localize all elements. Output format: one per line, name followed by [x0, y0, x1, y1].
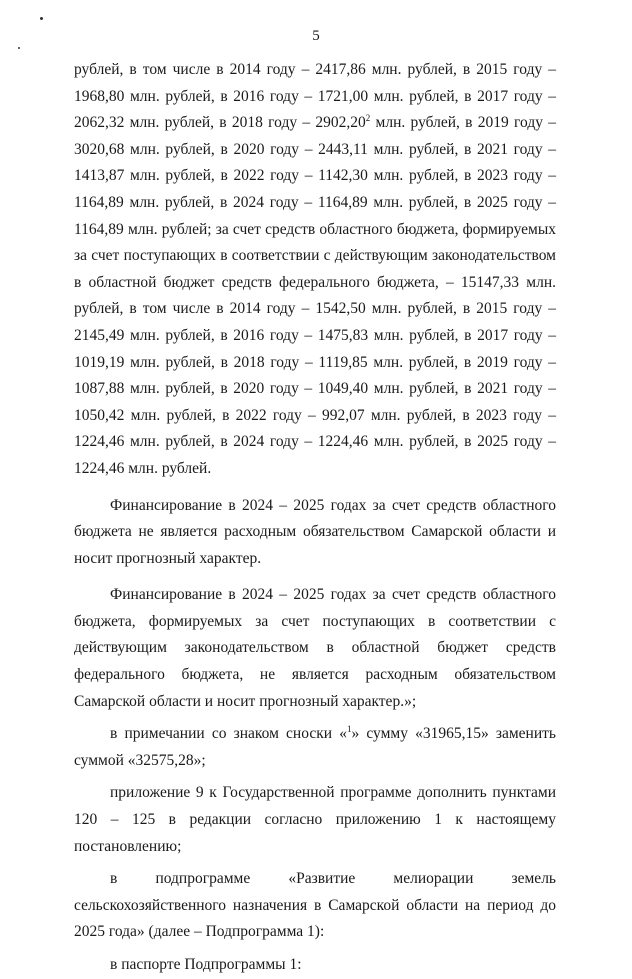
page-number: 5 [312, 28, 320, 44]
paragraph-subprogram: в подпрограмме «Развитие мелиорации земель сельскохозяйственного назначения в Самарской области на период до 2025 года» (далее – Подпрограмма 1): [74, 870, 556, 941]
paragraph-forecast-federal: Финансирование в 2024 – 2025 годах за счет средств областного бюджета, формируемых за счет поступающих в соответствии с действующим законодательством в областной бюджет средств федерального бюджета, не является расходным обязательством Самарской области и носит прогнозный характер.»; [74, 586, 556, 710]
paragraph-passport: в паспорте Подпрограммы 1: [110, 956, 302, 973]
paragraph-funding-details [74, 57, 556, 483]
paragraph-text: млн. рублей, в 2019 году – 3020,68 млн. рублей, в 2020 году – 2443,11 млн. рублей, в 2021 году – 1413,87 млн. рублей, в 2022 году – 1142,30 млн. рублей, в 2023 году – 1164,89 млн. рублей, в 2024 году – 1164,89 млн. рублей, в 2025 году – 1164,89 млн. рублей; за счет средств областного бюджета, формируемых за счет поступающих в соответствии с действующим законодательством в областной бюджет средств федерального бюджета, – 15147,33 млн. рублей, в том числе в 2014 году – 1542,50 млн. рублей, в 2015 году – 2145,49 млн. рублей, в 2016 году – 1475,83 млн. рублей, в 2017 году – 1019,19 млн. рублей, в 2018 году – 1119,85 млн. рублей, в 2019 году – 1087,88 млн. рублей, в 2020 году – 1049,40 млн. рублей, в 2021 году – 1050,42 млн. рублей, в 2022 году – 992,07 млн. рублей, в 2023 году – 1224,46 млн. рублей, в 2024 году – 1224,46 млн. рублей, в 2025 году – 1224,46 млн. рублей. [74, 114, 556, 477]
scan-speck [18, 47, 20, 49]
document-body [74, 57, 556, 979]
footnote-marker: 1 [346, 724, 352, 735]
scan-speck [40, 17, 43, 20]
paragraph-text: рублей, в том числе в 2014 году – 2417,86 млн. рублей, в 2015 году – 1968,80 млн. рублей, в 2016 году – 1721,00 млн. рублей, в 2017 году – 2062,32 млн. рублей, в 2018 году – 2902,20 [74, 61, 556, 132]
footnote-marker: 2 [365, 113, 371, 124]
paragraph-appendix-amendment: приложение 9 к Государственной программе дополнить пунктами 120 – 125 в редакции согласно приложению 1 к настоящему постановлению; [74, 784, 556, 855]
paragraph-forecast-regional: Финансирование в 2024 – 2025 годах за счет средств областного бюджета не является расходным обязательством Самарской области и носит прогнозный характер. [74, 496, 556, 567]
paragraph-text: » сумму «31965,15» заменить суммой «32575,28»; [74, 725, 556, 769]
paragraph-footnote-amendment [74, 721, 556, 774]
paragraph-text: в примечании со знаком сноски « [110, 725, 347, 743]
